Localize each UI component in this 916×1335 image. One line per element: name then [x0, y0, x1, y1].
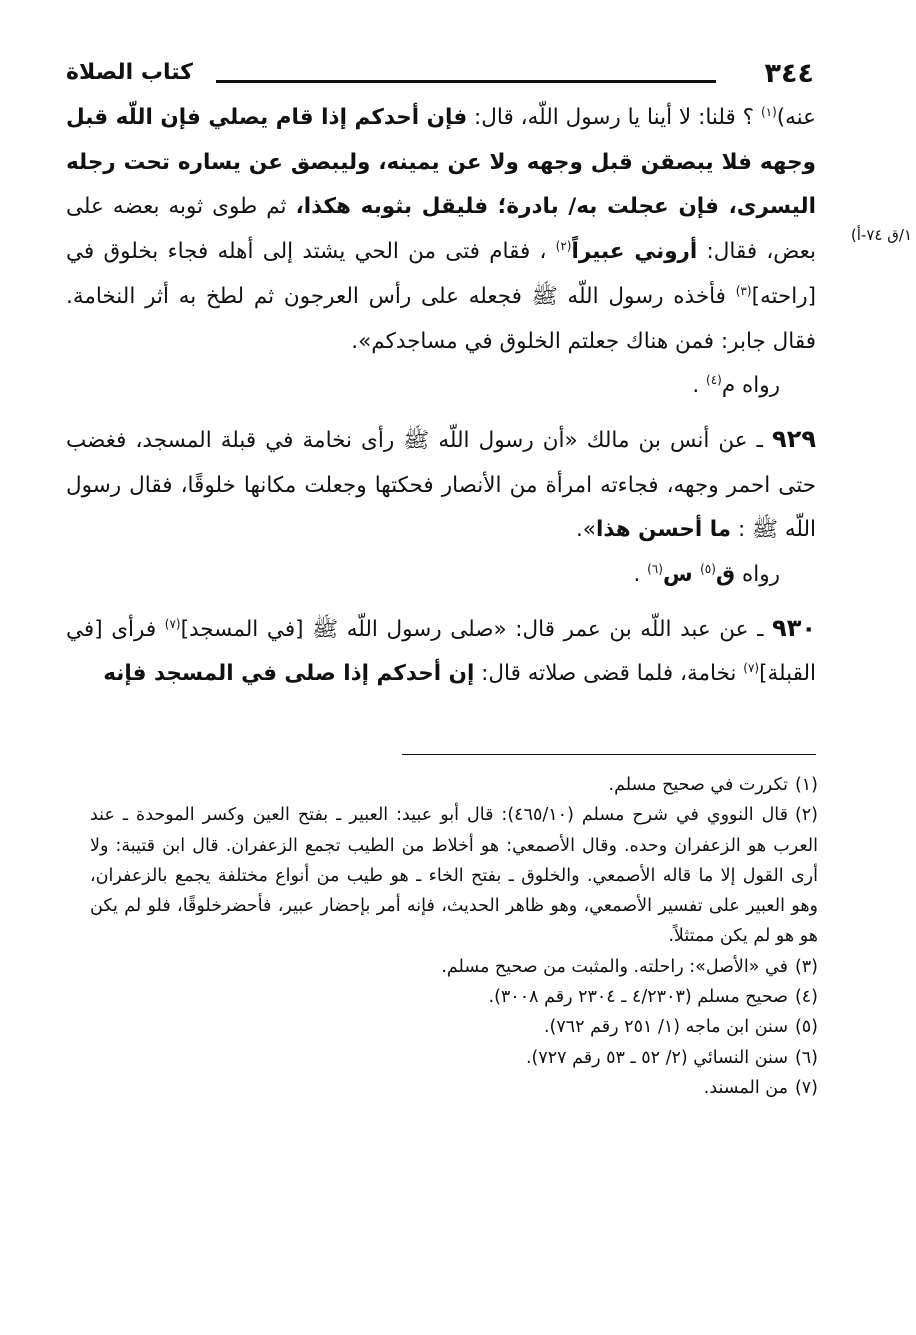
hadith-number: ٩٢٩	[772, 424, 816, 453]
main-text	[66, 96, 816, 697]
footnote-text: في «الأصل»: راحلته. والمثبت من صحيح مسلم.	[441, 956, 788, 977]
text-segment: رواه م	[721, 373, 780, 399]
text-segment: عنه)	[776, 105, 816, 130]
text-segment: .	[692, 373, 707, 399]
source-reference	[66, 553, 780, 598]
source-code: س	[662, 562, 701, 588]
footnote	[90, 952, 818, 982]
footnote-ref: (٤)	[706, 373, 722, 388]
text-segment: ـ عن أنس بن مالك «أن رسول اللّه ﷺ رأى نخامة في قبلة المسجد، فغضب حتى احمر وجهه، فجاءته امرأة من الأنصار فحكتها وجعلت مكانها خلوقًا، فقال رسول اللّه ﷺ :	[66, 427, 816, 543]
text-segment: ؟ قلنا: لا أينا يا رسول اللّه، قال:	[467, 105, 761, 130]
footnote-ref: (٧)	[164, 616, 181, 631]
text-segment: ثم طوى ثوبه بعضه على بعض، فقال:	[66, 194, 817, 265]
footnote-ref: (١)	[760, 104, 777, 119]
hadith-quote: فإن أحدكم إذا قام يصلي فإن اللّه قبل وجهه فلا يبصقن قبل وجهه ولا عن يمينه، وليبصق عن يساره تحت رجله اليسرى، فإن عجلت به/ بادرة؛ فليقل بثوبه هكذا،	[66, 105, 816, 220]
footnote-number: (١)	[794, 775, 818, 795]
footnote-number: (٦)	[794, 1047, 818, 1068]
hadith-quote: أروني عبيراً	[571, 239, 698, 265]
header-rule	[216, 80, 716, 83]
footnote-number: (٤)	[794, 987, 818, 1008]
footnotes	[90, 770, 818, 1103]
text-segment: فرأى [في القبلة]	[66, 616, 816, 687]
text-segment: فأخذه رسول اللّه ﷺ فجعله على رأس العرجون ثم لطخ به أثر النخامة. فقال جابر: فمن هناك جعلتم الخلوق في مساجدكم».	[66, 283, 816, 354]
hadith-paragraph-930	[66, 606, 816, 697]
footnote-ref: (٥)	[700, 561, 716, 576]
text-segment: ».	[575, 517, 596, 543]
footnote-number: (٣)	[794, 956, 818, 977]
footnote-number: (٥)	[794, 1017, 818, 1038]
footnote-text: سنن ابن ماجه (١/ ٢٥١ رقم ٧٦٢).	[543, 1017, 788, 1038]
book-title: كتاب الصلاة	[66, 60, 193, 85]
footnote	[90, 982, 818, 1012]
footnote-ref: (٣)	[735, 283, 752, 298]
source-code: ق	[715, 562, 736, 588]
footnote	[90, 1043, 818, 1073]
footnote-text: قال النووي في شرح مسلم (٤٦٥/١٠): قال أبو عبيد: العبير ـ بفتح العين وكسر الموحدة ـ عند العرب هو الزعفران وحده. وقال الأصمعي: هو أخلاط من الطيب تجمع الزعفران. قال ابن قتيبة: ولا أرى القول إلا ما قاله الأصمعي. والخلوق ـ بفتح الخاء ـ هو طيب من أنواع مختلفة يجمع بالزعفران، وهو العبير على تفسير الأصمعي، وهو ظاهر الحديث، فإنه أمر بإحضار عبير، فأحضرخلوقًا، فلو لم يكن هو هو لم يكن ممتثلاً.	[90, 805, 818, 947]
text-segment: نخامة، فلما قضى صلاته قال:	[474, 661, 744, 687]
hadith-quote: ما أحسن هذا	[595, 517, 732, 543]
footnote-ref: (٢)	[555, 238, 572, 253]
footnote	[90, 1073, 818, 1103]
footnote-ref: (٦)	[647, 561, 663, 576]
page-number: ٣٤٤	[764, 58, 814, 89]
footnote-text: تكررت في صحيح مسلم.	[608, 775, 788, 795]
margin-note: ١/ق ٧٤-أ)	[850, 226, 912, 244]
footnote	[90, 770, 818, 800]
text-segment: ، فقام فتى من الحي يشتد إلى أهله فجاء بخلوق في [راحته]	[66, 239, 816, 309]
footnote-number: (٢)	[794, 805, 818, 826]
footnote-divider	[402, 754, 816, 755]
hadith-paragraph-928	[66, 96, 816, 364]
text-segment: .	[633, 562, 648, 588]
hadith-quote: إن أحدكم إذا صلى في المسجد فإنه	[103, 661, 475, 687]
footnote	[90, 800, 818, 951]
text-segment: ـ عن عبد اللّه بن عمر قال: «صلى رسول اللّه ﷺ [في المسجد]	[180, 616, 773, 642]
footnote-text: من المسند.	[703, 1077, 788, 1098]
hadith-number: ٩٣٠	[772, 613, 816, 642]
footnote	[90, 1012, 818, 1042]
footnote-number: (٧)	[794, 1077, 818, 1098]
source-reference	[66, 364, 780, 409]
text-segment: رواه	[735, 562, 780, 588]
footnote-ref: (٧)	[743, 661, 760, 676]
hadith-paragraph-929	[66, 417, 816, 553]
page-header	[66, 58, 814, 98]
footnote-text: سنن النسائي (٢/ ٥٢ ـ ٥٣ رقم ٧٢٧).	[525, 1047, 788, 1068]
footnote-text: صحيح مسلم (٤/٢٣٠٣ ـ ٢٣٠٤ رقم ٣٠٠٨).	[488, 987, 788, 1008]
